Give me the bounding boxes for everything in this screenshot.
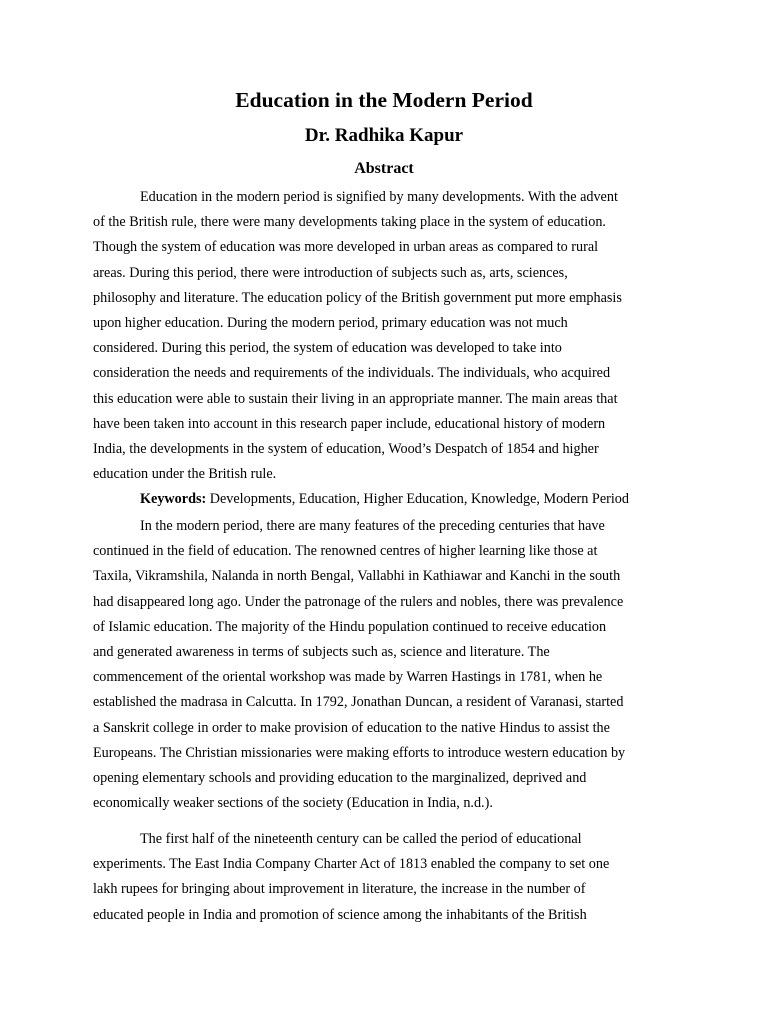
paper-author: Dr. Radhika Kapur bbox=[304, 125, 464, 146]
paragraph-line: In the modern period, there are many features of the preceding centuries that have bbox=[140, 518, 605, 534]
paragraph-line: continued in the field of education. The renowned centres of higher learning like those at bbox=[93, 543, 598, 560]
paragraph-line: Europeans. The Christian missionaries were making efforts to introduce western education by bbox=[93, 744, 626, 761]
body-paragraph-2 bbox=[93, 827, 675, 928]
abstract-line: consideration the needs and requirements of the individuals. The individuals, who acquired bbox=[93, 365, 611, 382]
paragraph-line: commencement of the oriental workshop was made by Warren Hastings in 1781, when he bbox=[93, 669, 603, 686]
abstract-line: have been taken into account in this research paper include, educational history of modern bbox=[93, 415, 606, 432]
abstract-line: philosophy and literature. The education policy of the British government put more emphasis bbox=[93, 289, 622, 306]
abstract-line: upon higher education. During the modern period, primary education was not much bbox=[93, 314, 568, 331]
paragraph-line: The first half of the nineteenth century can be called the period of educational bbox=[140, 831, 582, 847]
paragraph-line: a Sanskrit college in order to make provision of education to the native Hindus to assist the bbox=[93, 719, 610, 736]
body-paragraph-1 bbox=[93, 514, 675, 816]
paragraph-line: and generated awareness in terms of subjects such as, science and literature. The bbox=[93, 643, 550, 660]
abstract-line: this education were able to sustain their living in an appropriate manner. The main areas that bbox=[93, 390, 618, 407]
abstract-line: education under the British rule. bbox=[93, 466, 277, 483]
abstract-line: areas. During this period, there were introduction of subjects such as, arts, sciences, bbox=[93, 264, 568, 281]
paragraph-line: had disappeared long ago. Under the patronage of the rulers and nobles, there was prevalence bbox=[93, 593, 624, 610]
abstract-line: of the British rule, there were many developments taking place in the system of education. bbox=[93, 214, 606, 231]
paragraph-line: lakh rupees for bringing about improvement in literature, the increase in the number of bbox=[93, 881, 586, 898]
paragraph-line: opening elementary schools and providing education to the marginalized, deprived and bbox=[93, 769, 587, 786]
paragraph-line: of Islamic education. The majority of the Hindu population continued to receive education bbox=[93, 618, 607, 635]
abstract-line: Education in the modern period is signified by many developments. With the advent bbox=[140, 189, 618, 205]
paragraph-line: established the madrasa in Calcutta. In 1792, Jonathan Duncan, a resident of Varanasi, started bbox=[93, 694, 624, 711]
paragraph-line: educated people in India and promotion of science among the inhabitants of the British bbox=[93, 906, 587, 923]
paper-title: Education in the Modern Period bbox=[235, 88, 533, 112]
keywords-label: Keywords: bbox=[140, 491, 207, 508]
abstract-heading: Abstract bbox=[354, 160, 414, 177]
abstract-paragraph bbox=[93, 185, 675, 512]
keywords-text: Developments, Education, Higher Education, Knowledge, Modern Period bbox=[206, 491, 629, 508]
paragraph-line: experiments. The East India Company Charter Act of 1813 enabled the company to set one bbox=[93, 856, 610, 873]
keywords-line bbox=[93, 487, 675, 512]
paragraph-line: economically weaker sections of the society (Education in India, n.d.). bbox=[93, 795, 493, 812]
abstract-line: Though the system of education was more developed in urban areas as compared to rural bbox=[93, 239, 599, 256]
paragraph-line: Taxila, Vikramshila, Nalanda in north Bengal, Vallabhi in Kathiawar and Kanchi in the south bbox=[93, 568, 621, 585]
abstract-line: India, the developments in the system of education, Wood’s Despatch of 1854 and higher bbox=[93, 440, 599, 457]
abstract-line: considered. During this period, the system of education was developed to take into bbox=[93, 340, 562, 357]
